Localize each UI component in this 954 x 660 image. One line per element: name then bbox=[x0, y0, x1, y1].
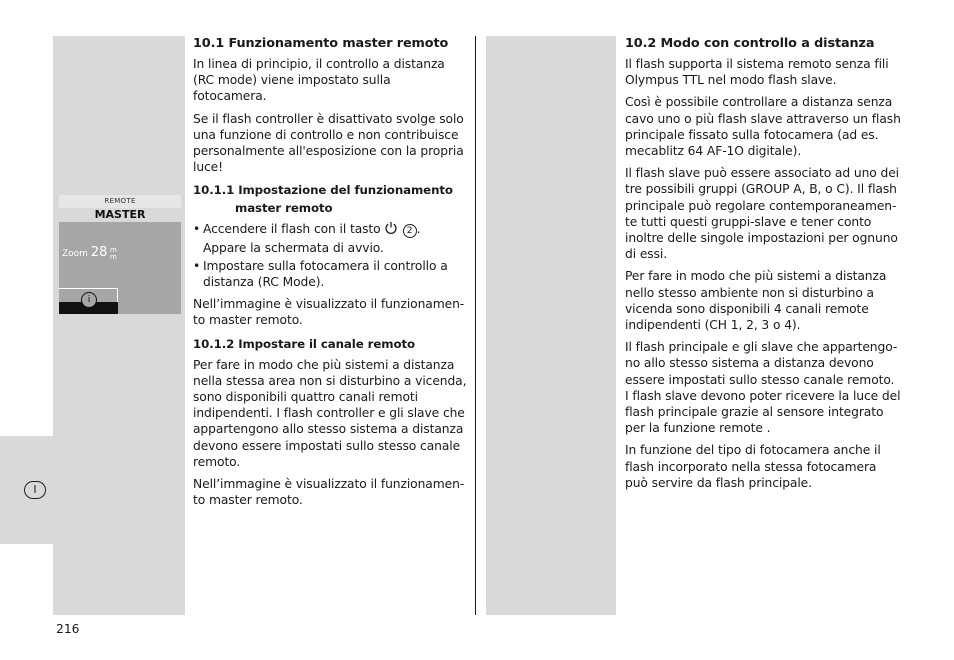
flash-display-screen bbox=[59, 195, 181, 314]
paragraph: Per fare in modo che più sistemi a distanza nella stessa area non si disturbino a vicenda, sono disponibili quattro canali remoti indipendenti. I flash controller e gli slave che appartengono allo stesso sistema a distanza devono essere impostati sullo stesso canale remoto. bbox=[193, 357, 467, 469]
subsection-title: 10.1.1 Impostazione del funzionamento master remoto bbox=[193, 183, 453, 216]
middle-gray-column bbox=[486, 36, 616, 615]
section-title: 10.2 Modo con controllo a distanza bbox=[625, 36, 875, 51]
screen-zoom-readout bbox=[62, 245, 107, 260]
callout-number-icon: 2 bbox=[403, 224, 417, 238]
page-number: 216 bbox=[56, 622, 80, 636]
list-item: • Impostare sulla fotocamera il controllo a distanza (RC Mode). bbox=[193, 258, 467, 290]
paragraph: Così è possibile controllare a distanza senza cavo uno o più flash slave attraverso un flash principale fissato sulla fotocamera (ad es. mecablitz 64 AF-1O digitale). bbox=[625, 95, 901, 159]
section-10-2 bbox=[625, 36, 901, 497]
paragraph: Il flash supporta il sistema remoto senza fili Olympus TTL nel modo flash slave. bbox=[625, 57, 889, 88]
bullet-list bbox=[193, 221, 467, 290]
list-item bbox=[193, 221, 467, 255]
language-badge: I bbox=[24, 481, 46, 499]
paragraph: Il flash slave può essere associato ad uno dei tre possibili gruppi (GROUP A, B, o C). Il flash principale può regolare contemporaneamen-te tutti questi gruppi-slave e tener conto inoltre delle singole impostazioni per ognuno di essi. bbox=[625, 166, 899, 262]
info-button-icon: i bbox=[81, 292, 97, 308]
power-icon bbox=[384, 221, 398, 239]
screen-zoom-label: Zoom bbox=[62, 249, 88, 259]
list-item-text: . Appare la schermata di avvio. bbox=[203, 222, 421, 255]
paragraph: Se il flash controller è disattivato svolge solo una funzione di controllo e non contribuisce personalmente all'esposizione con la propria luce! bbox=[193, 111, 464, 175]
paragraph: Il flash principale e gli slave che appartengo-no allo stesso sistema a distanza devono essere impostati sullo stesso canale remoto. I flash slave devono poter ricevere la luce del flash principale grazie al sensore integrato per la funzione remote . bbox=[625, 340, 901, 436]
paragraph: Per fare in modo che più sistemi a distanza nello stesso ambiente non si disturbino a vicenda sono disponibili 4 canali remote indipendenti (CH 1, 2, 3 o 4). bbox=[625, 269, 887, 333]
screen-zoom-value: 28 bbox=[90, 245, 108, 260]
paragraph: In funzione del tipo di fotocamera anche il flash incorporato nella stessa fotocamera può servire da flash principale. bbox=[625, 443, 881, 490]
column-divider bbox=[475, 36, 476, 615]
section-title: 10.1 Funzionamento master remoto bbox=[193, 36, 449, 51]
subsection-title: 10.1.2 Impostare il canale remoto bbox=[193, 336, 415, 351]
paragraph: Nell’immagine è visualizzato il funzionamen-to master remoto. bbox=[193, 477, 465, 508]
paragraph: In linea di principio, il controllo a distanza (RC mode) viene impostato sulla fotocamera. bbox=[193, 57, 445, 104]
paragraph: Nell’immagine è visualizzato il funzionamen-to master remoto. bbox=[193, 297, 465, 328]
left-gray-column bbox=[53, 36, 185, 615]
screen-zoom-unit: m m bbox=[110, 246, 117, 261]
screen-mode-label: MASTER bbox=[59, 208, 181, 222]
section-10-1 bbox=[193, 36, 467, 514]
list-item-text: Accendere il flash con il tasto bbox=[203, 222, 381, 237]
screen-remote-label: REMOTE bbox=[59, 195, 181, 208]
